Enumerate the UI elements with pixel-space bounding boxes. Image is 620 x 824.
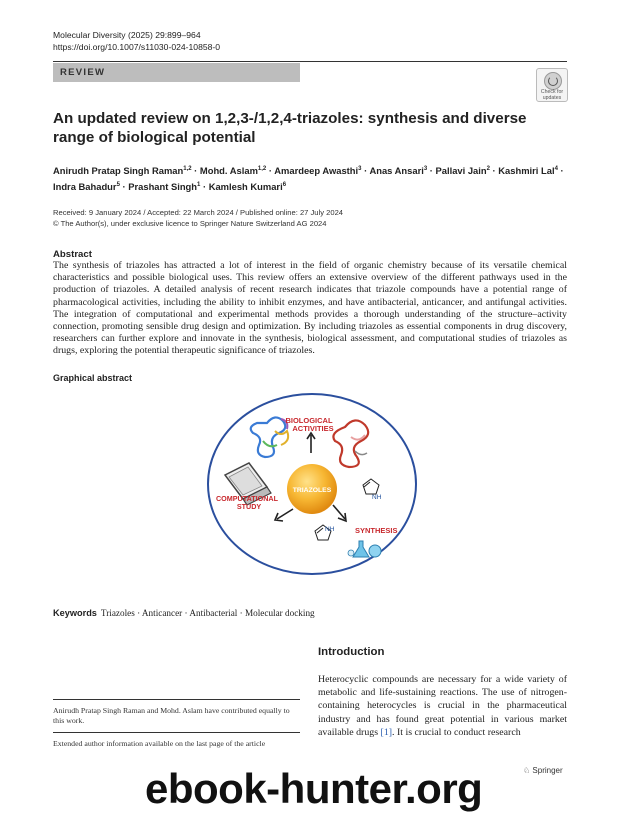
springer-horse-icon: ♘ bbox=[523, 766, 531, 775]
svg-text:STUDY: STUDY bbox=[236, 502, 262, 511]
triazoles-label: TRIAZOLES bbox=[292, 487, 332, 494]
author-separator: · bbox=[266, 165, 275, 177]
abstract-text: The synthesis of triazoles has attracted a lot of interest in the field of organic chemistry because of its versatile chemical characteristics and possible biological uses. This review offers an extensive overview of the different pathways used in the production of triazoles. A detailed analysis of recent research indicates that triazole compounds have a potential range of pharmacological activities, including the ability to inhibit enzymes, and have antibacterial, anticancer, and antifungal activities. The integration of computational and experimental methods provides a thorough understanding of the structure–activity connection, promoting sensible drug design and optimization. By including triazoles as essential components in drug discovery, researchers can further explore and innovate in the synthesis, biological assessment, and computational studies of triazoles as drugs, exploring the potential therapeutic significance of triazoles. bbox=[53, 260, 567, 357]
computational-study-label: COMPUTATIONAL bbox=[215, 494, 279, 503]
graphical-abstract-figure bbox=[205, 391, 420, 578]
biological-activities-label: BIOLOGICAL bbox=[285, 416, 333, 425]
author-name[interactable]: Prashant Singh$^1$ bbox=[128, 181, 201, 193]
synthesis-label: SYNTHESIS bbox=[355, 526, 398, 535]
affiliation-marker: 1,2 bbox=[257, 166, 267, 172]
history-dates: Received: 9 January 2024 / Accepted: 22 March 2024 / Published online: 27 July 2024 bbox=[53, 208, 344, 217]
footnote-rule-2 bbox=[53, 732, 300, 733]
introduction-heading: Introduction bbox=[318, 646, 385, 658]
keywords bbox=[53, 608, 315, 618]
author-separator: · bbox=[489, 165, 499, 177]
badge-text: Check for updates bbox=[540, 89, 564, 101]
author-name[interactable]: Kamlesh Kumari$^6$ bbox=[208, 181, 287, 193]
abstract-heading: Abstract bbox=[53, 249, 92, 260]
svg-text:ACTIVITIES: ACTIVITIES bbox=[292, 424, 334, 433]
author-separator: · bbox=[427, 165, 436, 177]
graphical-abstract-heading: Graphical abstract bbox=[53, 373, 133, 383]
equal-contribution-note: Anirudh Pratap Singh Raman and Mohd. Aslam have contributed equally to this work. bbox=[53, 706, 290, 725]
affiliation-marker: 2 bbox=[486, 166, 490, 172]
affiliation-marker: 3 bbox=[423, 166, 428, 172]
author-name[interactable]: Amardeep Awasthi$^3$ bbox=[274, 165, 362, 177]
author-separator: · bbox=[361, 165, 370, 177]
affiliation-marker: 4 bbox=[554, 166, 558, 172]
introduction-text: Heterocyclic compounds are necessary for a wide variety of metabolic and life-sustaining reactions. The use of nitrogen-containing heterocycles is crucial in the pharmaceutical industry and has found great potential in various market available drugs [1]. It is crucial to conduct research bbox=[318, 674, 567, 738]
keywords-list: Triazoles · Anticancer · Antibacterial · Molecular docking bbox=[100, 608, 315, 618]
copyright-line: © The Author(s), under exclusive licence to Springer Nature Switzerland AG 2024 bbox=[53, 218, 327, 228]
author-separator: · bbox=[200, 181, 209, 193]
author-separator: · bbox=[119, 181, 129, 193]
check-for-updates-button[interactable] bbox=[536, 68, 568, 102]
springer-logo: ♘ Springer bbox=[523, 766, 563, 775]
affiliation-marker: 5 bbox=[116, 182, 120, 189]
header-rule bbox=[53, 61, 567, 62]
nh-label-1: NH bbox=[372, 494, 382, 501]
watermark: ebook-hunter.org bbox=[145, 765, 483, 812]
author-name[interactable]: Kashmiri Lal$^4$ bbox=[498, 165, 558, 177]
nh-label-2: NH bbox=[325, 526, 335, 533]
article-title: An updated review on 1,2,3-/1,2,4-triazoles: synthesis and diverse range of biological potential bbox=[53, 110, 527, 146]
affiliation-marker: 6 bbox=[282, 182, 287, 189]
affiliation-marker: 1,2 bbox=[183, 166, 192, 172]
affiliation-marker: 3 bbox=[358, 166, 362, 172]
author-name[interactable]: Anas Ansari$^3$ bbox=[369, 165, 428, 177]
author-list bbox=[53, 162, 567, 194]
author-name[interactable]: Indra Bahadur$^5$ bbox=[53, 181, 120, 193]
refresh-icon bbox=[544, 72, 562, 90]
citation-link[interactable]: [1] bbox=[380, 726, 393, 738]
doi-link[interactable]: https://doi.org/10.1007/s11030-024-10858-0 bbox=[53, 42, 221, 52]
publication-dates bbox=[53, 208, 343, 229]
footnote-rule bbox=[53, 699, 300, 700]
section-label: REVIEW bbox=[60, 67, 106, 78]
author-name[interactable]: Mohd. Aslam$^{1,2}$ bbox=[199, 165, 267, 177]
affiliation-marker: 1 bbox=[197, 182, 201, 189]
author-name[interactable]: Pallavi Jain$^2$ bbox=[435, 165, 490, 177]
journal-info bbox=[53, 29, 220, 53]
keywords-label: Keywords bbox=[53, 608, 97, 618]
author-name[interactable]: Anirudh Pratap Singh Raman$^{1,2}$ bbox=[53, 165, 192, 177]
author-separator: · bbox=[191, 165, 200, 177]
extended-info-note: Extended author information available on the last page of the article bbox=[53, 739, 266, 748]
journal-citation: Molecular Diversity (2025) 29:899–964 bbox=[53, 30, 201, 40]
author-separator: · bbox=[557, 165, 564, 177]
